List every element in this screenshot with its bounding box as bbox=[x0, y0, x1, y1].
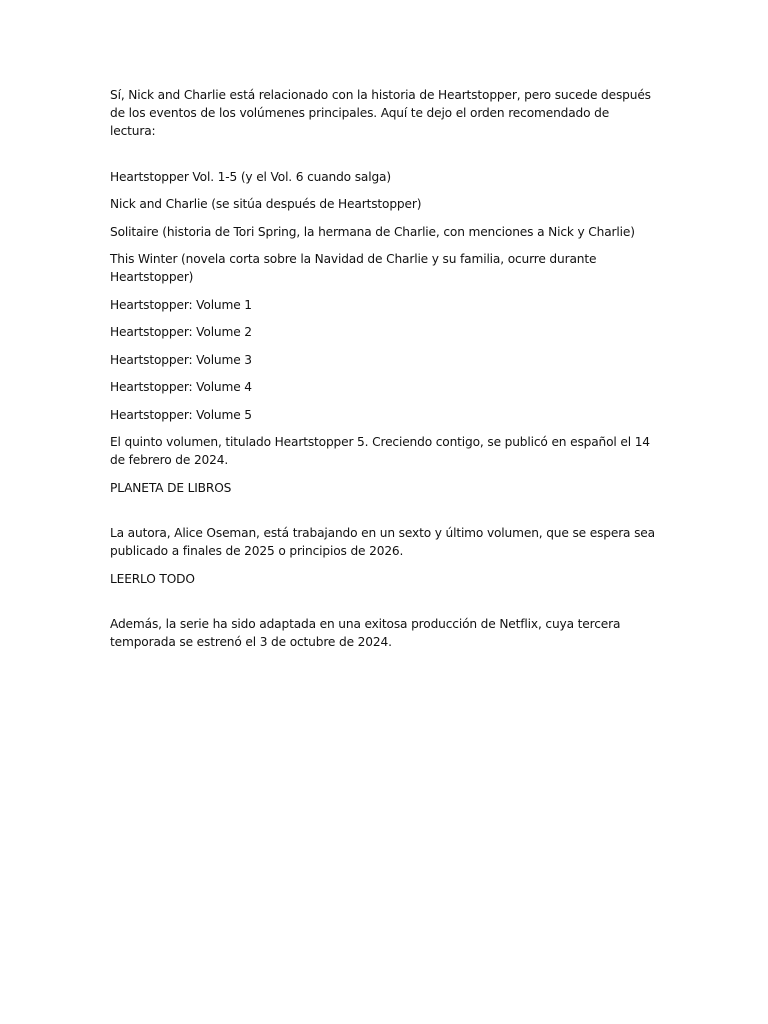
sixth-volume-paragraph: La autora, Alice Oseman, está trabajando en un sexto y último volumen, que se espera sea publicado a finales de 2025 o principios de 2026. bbox=[110, 526, 655, 558]
reading-order-item: Heartstopper: Volume 1 bbox=[110, 297, 252, 312]
source-label: PLANETA DE LIBROS bbox=[110, 480, 232, 495]
fifth-volume-paragraph: El quinto volumen, titulado Heartstopper 5. Creciendo contigo, se publicó en español el 14 de febrero de 2024. bbox=[110, 435, 650, 467]
reading-order-item: Heartstopper: Volume 3 bbox=[110, 352, 252, 367]
reading-order-item: Nick and Charlie (se sitúa después de Heartstopper) bbox=[110, 197, 422, 211]
document-body bbox=[110, 86, 658, 661]
blank-line bbox=[110, 506, 658, 524]
intro-paragraph: Sí, Nick and Charlie está relacionado con la historia de Heartstopper, pero sucede después de los eventos de los volúmenes principales. Aquí te dejo el orden recomendado de lectura: bbox=[110, 88, 651, 138]
source-label: LEERLO TODO bbox=[110, 571, 195, 586]
blank-line bbox=[110, 150, 658, 168]
reading-order-item: This Winter (novela corta sobre la Navidad de Charlie y su familia, ocurre durante Heartstopper) bbox=[110, 252, 597, 284]
netflix-paragraph: Además, la serie ha sido adaptada en una exitosa producción de Netflix, cuya tercera temporada se estrenó el 3 de octubre de 2024. bbox=[110, 617, 621, 649]
reading-order-item: Solitaire (historia de Tori Spring, la hermana de Charlie, con menciones a Nick y Charlie) bbox=[110, 224, 635, 239]
reading-order-item: Heartstopper: Volume 5 bbox=[110, 407, 252, 422]
reading-order-item: Heartstopper Vol. 1-5 (y el Vol. 6 cuando salga) bbox=[110, 169, 391, 184]
reading-order-item: Heartstopper: Volume 4 bbox=[110, 380, 252, 394]
reading-order-item: Heartstopper: Volume 2 bbox=[110, 325, 252, 339]
blank-line bbox=[110, 597, 658, 615]
